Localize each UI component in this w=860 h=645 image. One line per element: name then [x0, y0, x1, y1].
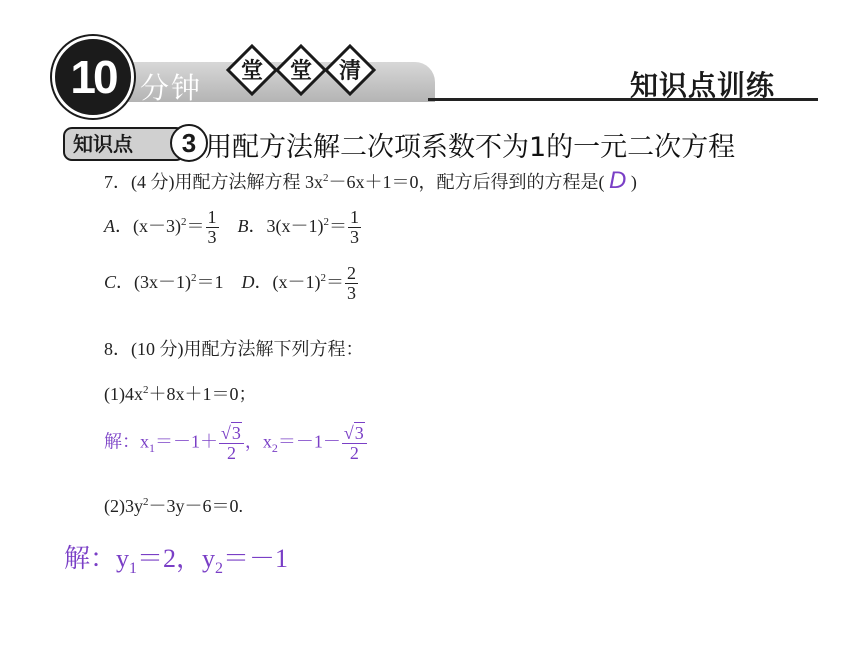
knowledge-point-number: 3 [170, 124, 208, 162]
question-7-stem: 7．(4 分)用配方法解方程 $3x^2-6x+1=0$，配方后得到的方程是( D ) [104, 167, 637, 194]
diamond-2 [277, 46, 325, 94]
option-c: C．$(3x-1)^2=1$ [104, 271, 224, 292]
svg-text:堂: 堂 [240, 59, 264, 84]
section-title: 用配方法解二次项系数不为1的一元二次方程 [205, 132, 736, 163]
question-8-part-1: $(1)4x^2+8x+1=0$； [104, 384, 257, 404]
svg-text:堂: 堂 [289, 59, 313, 84]
question-8-part-2: $(2)3y^2-3y-6=0$. [104, 496, 243, 516]
question-7-options-cd [104, 264, 359, 303]
svg-text:清: 清 [338, 59, 362, 84]
option-d: D．$(x-1)^2=$ $\frac{2}{3}$ [241, 263, 357, 303]
page-title: 知识点训练 [630, 69, 776, 102]
question-8-part-1-answer: 解：$x_1=-1+$ $\frac{√3}{2}$ ，$x_2=-1-$ $\frac{√3}{2}$ [104, 424, 368, 463]
question-7-options-ab [104, 208, 362, 247]
option-a: A．$(x-3)^2=$ $\frac{1}{3}$ [104, 207, 217, 247]
diamond-title [226, 44, 376, 96]
minutes-badge: 10 [52, 36, 134, 118]
question-7-answer: D [609, 167, 627, 194]
question-8-part-2-answer: 解：$y_1=2$，$y_2=-1$ [64, 544, 289, 578]
question-8-stem: 8．(10 分)用配方法解下列方程： [104, 339, 364, 359]
diamond-3 [326, 46, 374, 94]
knowledge-point-tag: 知识点 [63, 127, 185, 161]
diamond-1 [228, 46, 276, 94]
minutes-label: 分钟 [140, 71, 203, 105]
option-b: B．$3(x-1)^2=$ $\frac{1}{3}$ [237, 207, 359, 247]
